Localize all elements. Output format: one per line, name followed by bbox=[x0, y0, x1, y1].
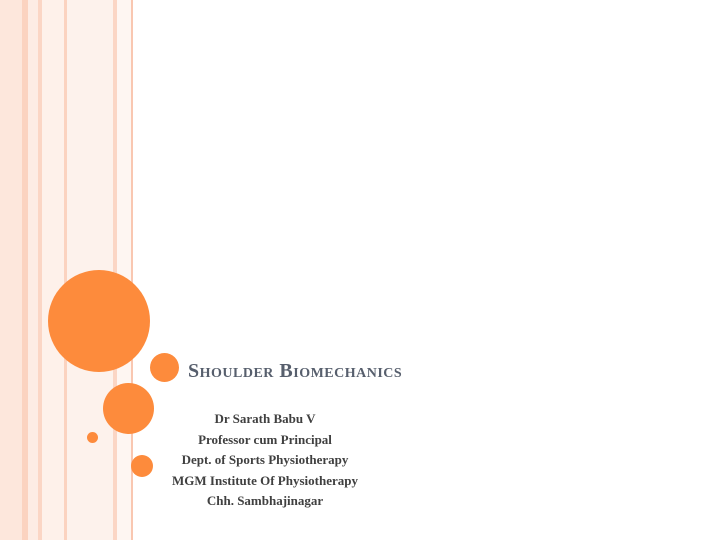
decorative-stripe bbox=[0, 0, 22, 540]
author-location: Chh. Sambhajinagar bbox=[206, 493, 324, 508]
author-department: Dept. of Sports Physiotherapy bbox=[181, 452, 349, 467]
decorative-stripe bbox=[28, 0, 38, 540]
author-institute: MGM Institute Of Physiotherapy bbox=[172, 472, 358, 488]
author-byline bbox=[150, 409, 380, 512]
decorative-stripe bbox=[117, 0, 131, 540]
author-name: Dr Sarath Babu V bbox=[214, 411, 316, 426]
decorative-stripe bbox=[42, 0, 64, 540]
decorative-circle-medium bbox=[103, 383, 154, 434]
decorative-circle-small bbox=[150, 353, 179, 382]
decorative-circle-tiny bbox=[87, 432, 98, 443]
decorative-circle-large bbox=[48, 270, 150, 372]
author-position: Professor cum Principal bbox=[198, 431, 332, 447]
slide-title: Shoulder Biomechanics bbox=[188, 360, 403, 382]
